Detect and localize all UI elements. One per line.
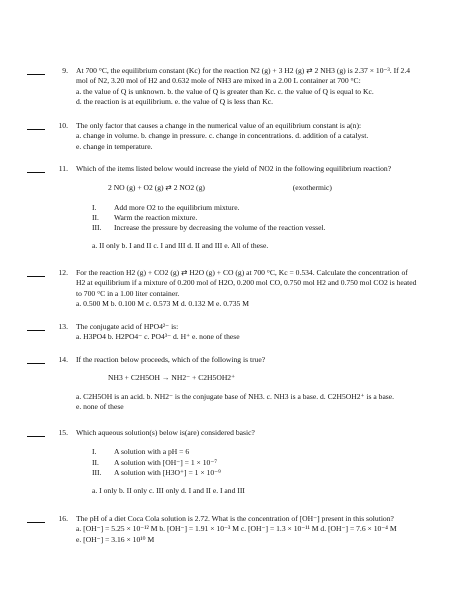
question-number: 13. xyxy=(58,322,68,331)
answer-choices: a. II only b. I and II c. I and III d. II and III e. All of these. xyxy=(92,241,269,251)
answer-choices: a. C2H5OH is an acid. b. NH2⁻ is the conjugate base of NH3. c. NH3 is a base. d. C2H5OH2⁺ is a base. xyxy=(76,391,395,401)
answer-choices: a. [OH⁻] = 5.25 × 10⁻¹² M b. [OH⁻] = 1.91 × 10⁻³ M c. [OH⁻] = 1.3 × 10⁻¹¹ M d. [OH⁻] = 7.6 × 10⁻⁴ M xyxy=(76,524,397,534)
answer-choices: a. H3PO4 b. H2PO4⁻ c. PO4³⁻ d. H⁺ e. none of these xyxy=(76,332,240,342)
question-text: The conjugate acid of HPO4²⁻ is: xyxy=(76,322,179,331)
question-number: 16. xyxy=(58,514,68,523)
question-number: 14. xyxy=(58,355,68,364)
answer-choices: d. the reaction is at equilibrium. e. the value of Q is less than Kc. xyxy=(76,96,273,106)
question-text: The pH of a diet Coca Cola solution is 2.72. What is the concentration of [OH⁻] present in this solution? xyxy=(76,514,394,523)
answer-choices: e. [OH⁻] = 3.16 × 10¹⁰ M xyxy=(76,534,155,544)
reaction-note: (exothermic) xyxy=(292,183,332,193)
question-text: H2 at equilibrium if a mixture of 0.200 mol of H2O, 0.200 mol CO, 0.750 mol H2 and 0.750 mol CO2 is heated xyxy=(76,278,417,288)
list-item: I. Add more O2 to the equilibrium mixture. xyxy=(92,202,240,212)
answer-choices: a. the value of Q is unknown. b. the value of Q is greater than Kc. c. the value of Q is equal to Kc. xyxy=(76,86,374,96)
answer-blank[interactable] xyxy=(27,436,45,437)
question-text: For the reaction H2 (g) + CO2 (g) ⇄ H2O (g) + CO (g) at 700 °C, Kc = 0.534. Calculate the concentration of xyxy=(76,268,408,277)
question-text: to 700 °C in a 1.00 liter container. xyxy=(76,288,180,298)
question-text: Which of the items listed below would increase the yield of NO2 in the following equilibrium reaction? xyxy=(76,164,392,173)
question-text: If the reaction below proceeds, which of the following is true? xyxy=(76,355,266,364)
list-item: II. A solution with [OH⁻] = 1 × 10⁻⁷ xyxy=(92,457,217,467)
answer-blank[interactable] xyxy=(27,363,45,364)
answer-blank[interactable] xyxy=(27,276,45,277)
answer-choices: e. none of these xyxy=(76,401,124,411)
answer-choices: a. I only b. II only c. III only d. I and II e. I and III xyxy=(92,486,245,495)
reaction-equation: NH3 + C2H5OH → NH2⁻ + C2H5OH2⁺ xyxy=(108,373,236,383)
reaction-text: 2 NO (g) + O2 (g) ⇄ 2 NO2 (g) xyxy=(108,183,205,193)
answer-blank[interactable] xyxy=(27,129,45,130)
answer-choices: a. change in volume. b. change in pressure. c. change in concentrations. d. addition of a catalyst. xyxy=(76,131,369,141)
list-item: III. A solution with [H3O⁺] = 1 × 10⁻⁹ xyxy=(92,467,221,477)
question-text: The only factor that causes a change in the numerical value of an equilibrium constant is a(n): xyxy=(76,121,362,130)
reaction-equation xyxy=(76,183,474,193)
answer-blank[interactable] xyxy=(27,172,45,173)
question-number: 9. xyxy=(62,66,68,75)
answer-blank[interactable] xyxy=(27,522,45,523)
question-number: 15. xyxy=(58,428,68,437)
list-item: II. Warm the reaction mixture. xyxy=(92,212,198,222)
list-item: I. A solution with a pH = 6 xyxy=(92,447,190,457)
answer-blank[interactable] xyxy=(27,330,45,331)
question-number: 12. xyxy=(58,268,68,277)
answer-choices: a. 0.500 M b. 0.100 M c. 0.573 M d. 0.132 M e. 0.735 M xyxy=(76,298,249,308)
question-text: At 700 °C, the equilibrium constant (Kc) for the reaction N2 (g) + 3 H2 (g) ⇄ 2 NH3 (g) is 2.37 × 10⁻³. If 2.4 xyxy=(76,66,411,75)
question-text: mol of N2, 3.20 mol of H2 and 0.632 mole of NH3 are mixed in a 2.00 L container at 700 °C: xyxy=(76,76,361,86)
answer-blank[interactable] xyxy=(27,74,45,75)
answer-choices: e. change in temperature. xyxy=(76,141,153,151)
question-text: Which aqueous solution(s) below is(are) considered basic? xyxy=(76,428,255,437)
list-item: III. Increase the pressure by decreasing the volume of the reaction vessel. xyxy=(92,223,326,232)
question-number: 10. xyxy=(58,121,68,130)
question-number: 11. xyxy=(58,164,68,173)
